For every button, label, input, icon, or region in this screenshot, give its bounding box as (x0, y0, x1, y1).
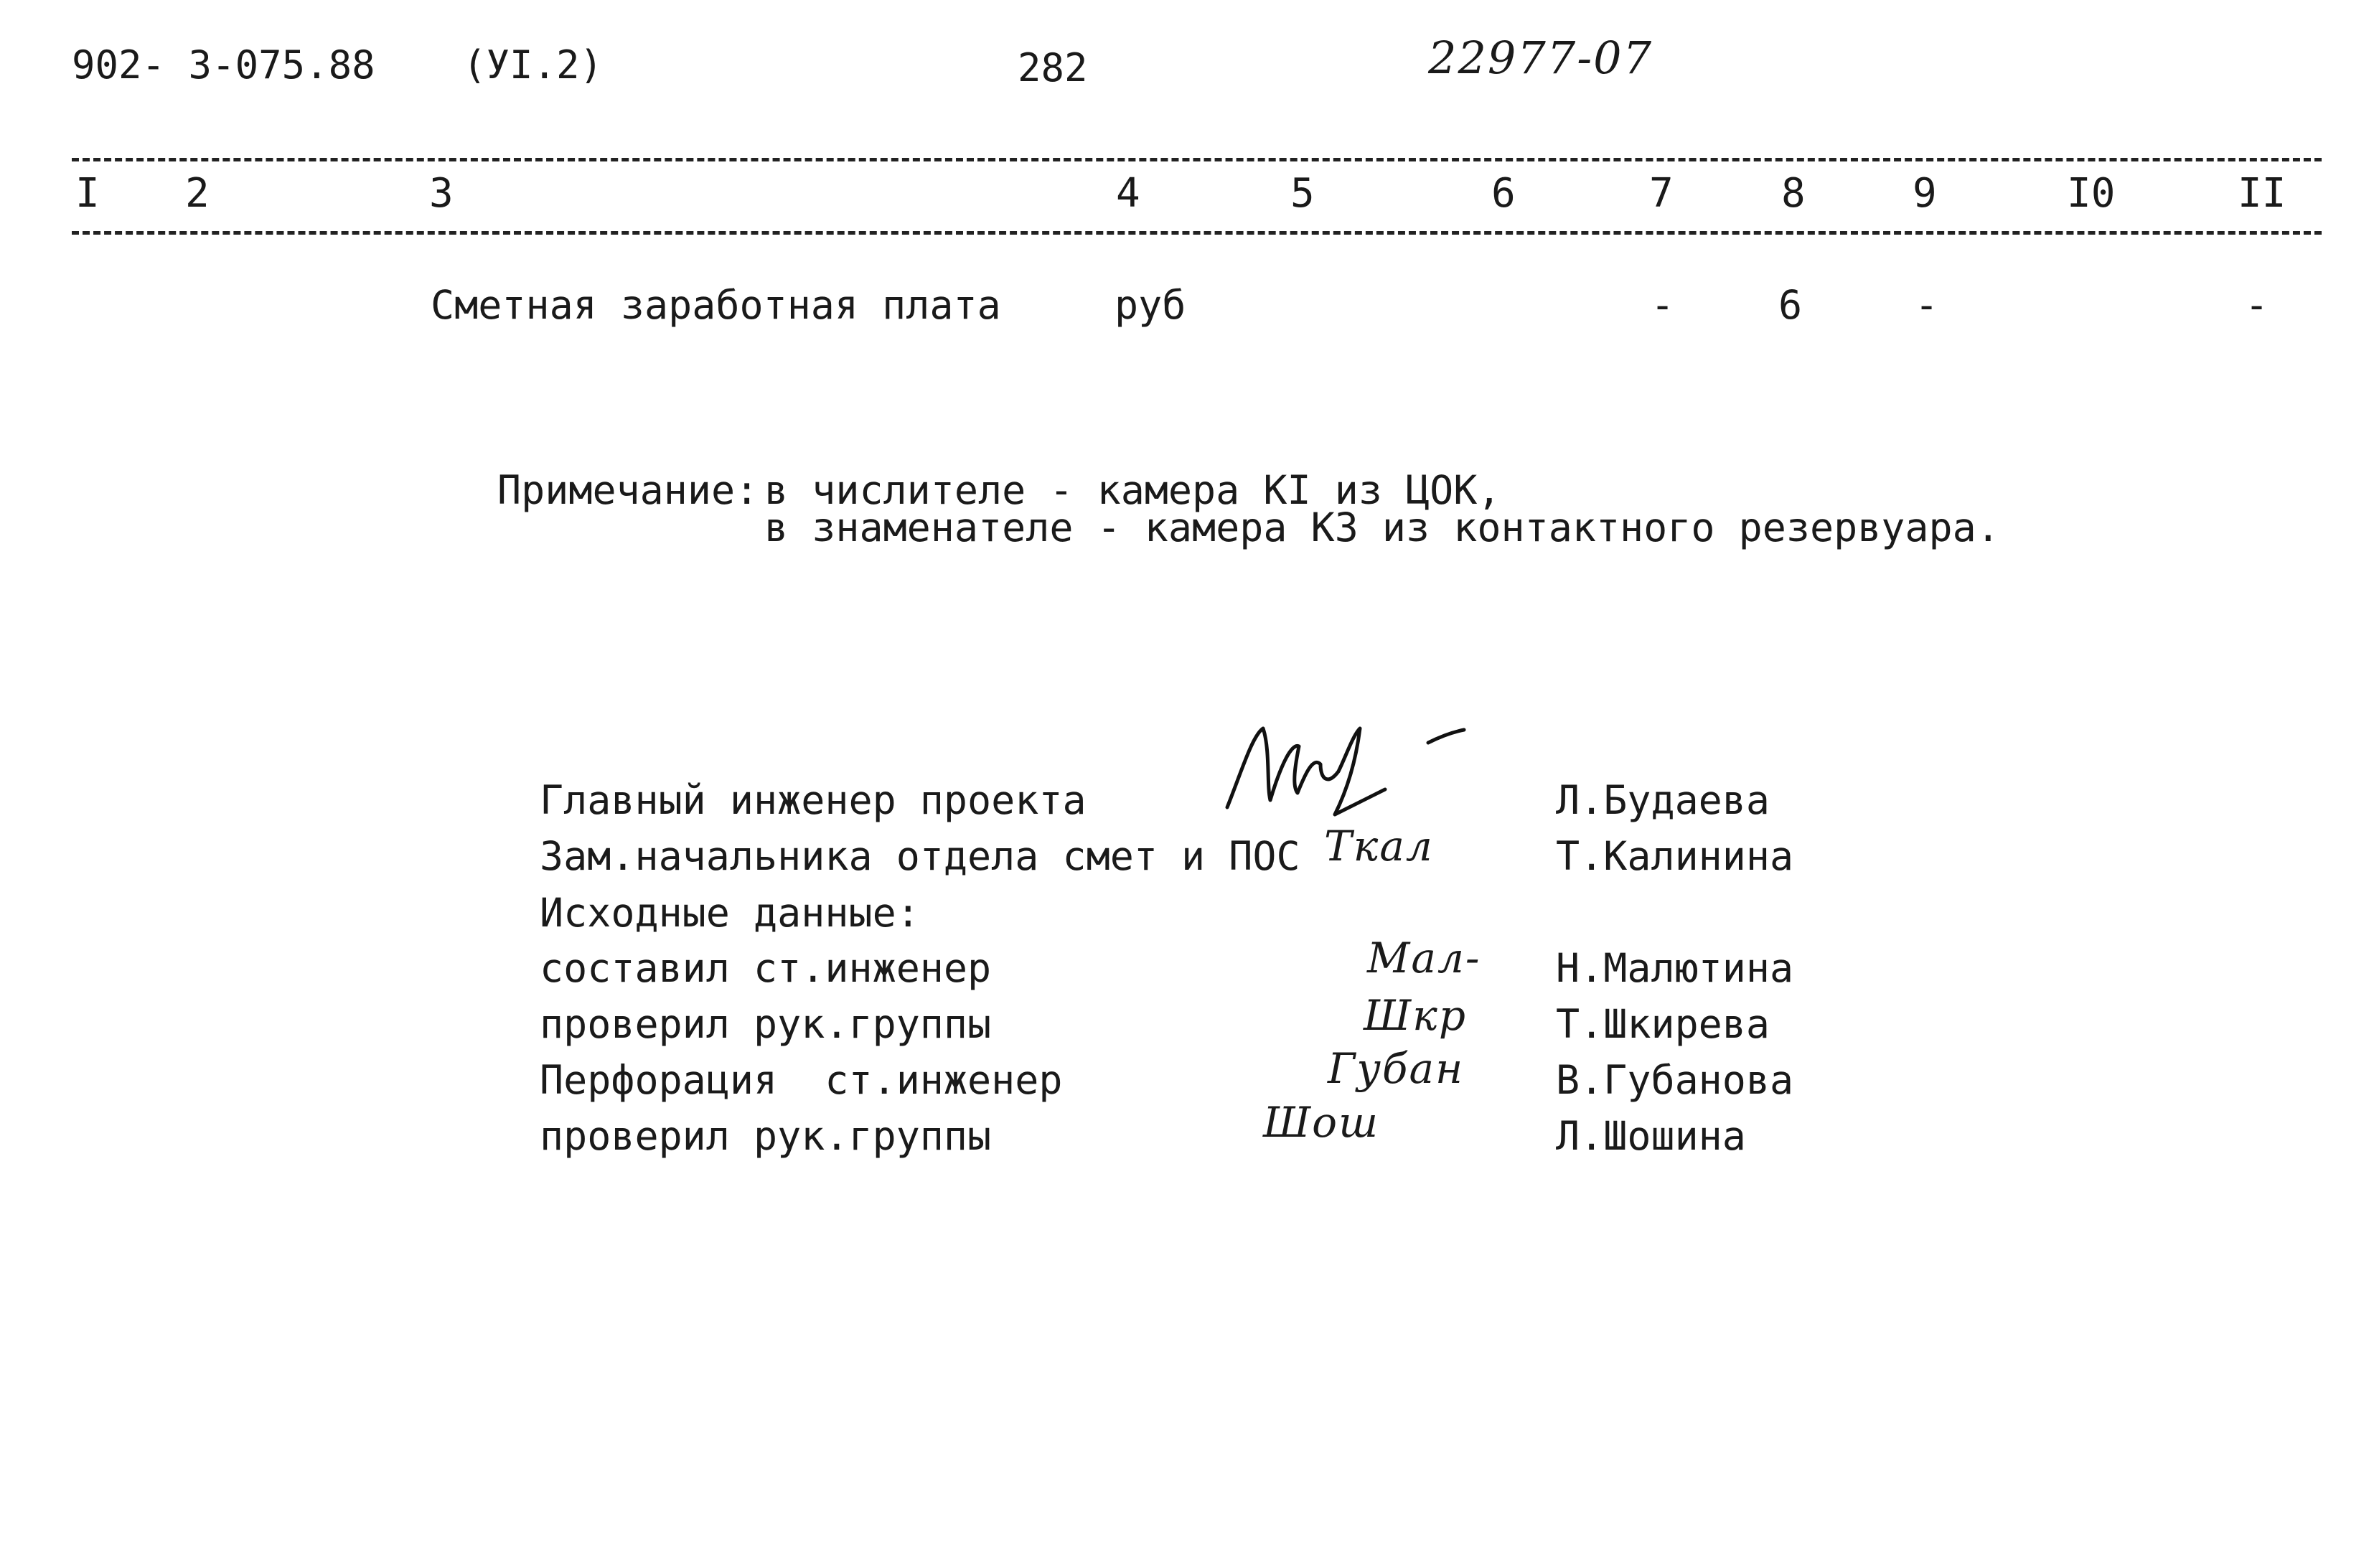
col-number-6: 6 (1491, 170, 1516, 217)
col-number-1: I (75, 170, 100, 217)
signature-role: проверил рук.группы (540, 1113, 992, 1159)
note-line-1: в числителе - камера КI из ЦОК, (764, 467, 1501, 513)
col-number-5: 5 (1290, 170, 1315, 217)
signature-role: Главный инженер проекта (540, 777, 1087, 823)
col-number-8: 8 (1781, 170, 1806, 217)
table-top-rule (72, 158, 2322, 161)
row-col11: - (2245, 282, 2269, 328)
col-number-4: 4 (1116, 170, 1140, 217)
signature-role: Зам.начальника отдела смет и ПОС (540, 833, 1300, 879)
document-code: 902- 3-075.88 (72, 42, 375, 88)
table-header-rule (72, 231, 2322, 235)
row-col7: - (1651, 282, 1675, 328)
row-col8: 6 (1778, 282, 1803, 328)
section-code: (УI.2) (463, 42, 604, 88)
col-number-10: I0 (2067, 170, 2116, 217)
signature-role: проверил рук.группы (540, 1001, 992, 1047)
col-number-3: 3 (429, 170, 454, 217)
signature-role: Перфорация ст.инженер (540, 1057, 1063, 1103)
signature-role: составил ст.инженер (540, 945, 992, 991)
signature-scribble: Шош (1263, 1098, 1380, 1147)
col-number-7: 7 (1649, 170, 1674, 217)
col-number-9: 9 (1913, 170, 1937, 217)
signatory-name: Т.Шкирева (1556, 1001, 1770, 1047)
signature-scribble: Шкр (1364, 991, 1467, 1040)
page-number: 282 (1018, 45, 1088, 90)
signature-scribble (1213, 707, 1471, 829)
row-name: Сметная заработная плата (431, 282, 1001, 328)
signatory-name: Л.Шошина (1556, 1113, 1746, 1159)
signatory-name: В.Губанова (1556, 1057, 1794, 1103)
signatory-name: Н.Малютина (1556, 945, 1794, 991)
row-unit: руб (1115, 282, 1186, 328)
signatory-name: Л.Будаева (1556, 777, 1770, 823)
signature-scribble: Губан (1328, 1044, 1465, 1093)
col-number-2: 2 (185, 170, 210, 217)
col-number-11: II (2238, 170, 2286, 217)
signature-scribble: Мал- (1367, 934, 1481, 982)
signature-role: Исходные данные: (540, 890, 920, 936)
row-col9: - (1915, 282, 1939, 328)
signature-scribble: Ткал (1324, 822, 1434, 870)
signatory-name: Т.Калинина (1556, 833, 1794, 879)
note-line-2: в знаменателе - камера К3 из контактного резервуара. (764, 504, 2000, 550)
note-label: Примечание: (497, 467, 759, 513)
inventory-number: 22977-07 (1428, 32, 1653, 84)
